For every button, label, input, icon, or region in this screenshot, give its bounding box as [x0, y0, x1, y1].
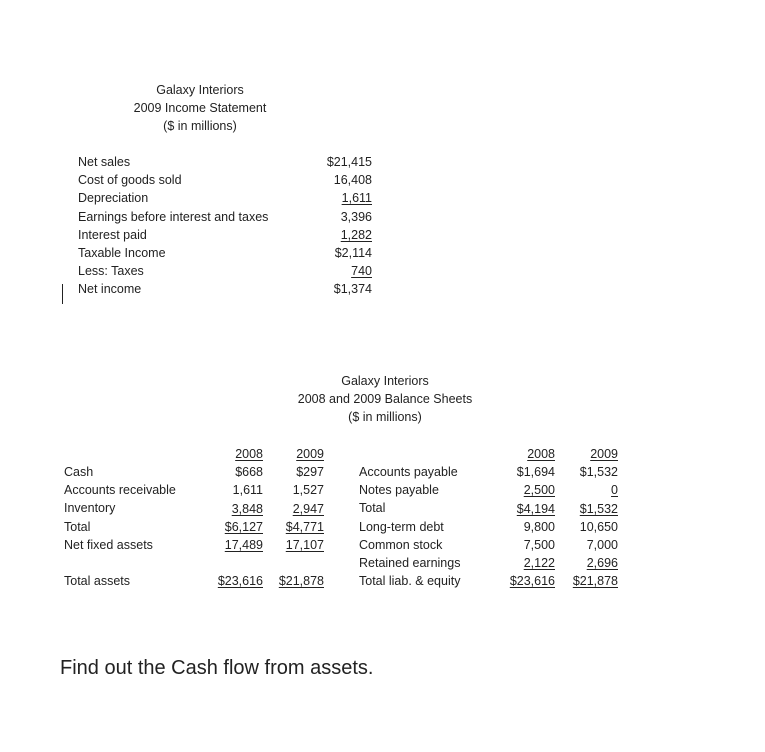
year-header-2008: 2008 — [235, 447, 263, 461]
asset-label: Cash — [64, 465, 94, 479]
is-row-label: Taxable Income — [78, 246, 166, 261]
liabilities-labels — [359, 463, 460, 590]
asset-value-2008: $6,127 — [224, 519, 263, 534]
is-row-value: 1,611 — [341, 191, 372, 206]
liability-value-2009: 0 — [611, 483, 618, 498]
asset-value-2009: 1,527 — [292, 483, 324, 498]
assets-labels — [64, 463, 176, 590]
liabilities-2008-column — [497, 445, 555, 591]
is-row-value: 16,408 — [333, 173, 372, 188]
is-row-label: Cost of goods sold — [78, 173, 182, 188]
liability-label: Long-term debt — [359, 519, 444, 534]
is-row-label: Earnings before interest and taxes — [78, 209, 269, 224]
question-text: Find out the Cash flow from assets. — [60, 657, 374, 679]
total-assets-2008: $23,616 — [217, 574, 263, 589]
asset-value-2008: $668 — [235, 465, 263, 480]
asset-label: Total — [64, 519, 91, 534]
year-header-2009: 2009 — [590, 447, 618, 461]
liability-value-2009: $1,532 — [579, 501, 618, 516]
year-header-2008: 2008 — [527, 447, 555, 461]
liability-value-2008: 7,500 — [523, 538, 555, 553]
is-row-value: $2,114 — [334, 246, 372, 261]
liability-value-2009: $1,532 — [579, 465, 618, 480]
is-row-label: Net income — [78, 282, 142, 297]
is-row-value: 1,282 — [340, 227, 372, 242]
income-statement-values — [300, 153, 372, 299]
is-row-value: $1,374 — [333, 282, 372, 297]
asset-value-2009: 2,947 — [292, 501, 324, 516]
is-row-value: $21,415 — [326, 155, 372, 169]
liability-value-2008: $1,694 — [516, 465, 555, 480]
is-row-label: Interest paid — [78, 227, 147, 242]
asset-value-2009: $297 — [296, 465, 324, 480]
liability-label: Common stock — [359, 537, 443, 552]
asset-value-2008: 3,848 — [231, 501, 263, 516]
asset-value-2009: $4,771 — [285, 519, 324, 534]
is-row-value: 3,396 — [340, 209, 372, 224]
liability-value-2008: 9,800 — [523, 519, 555, 534]
liability-value-2008: $23,616 — [509, 574, 555, 589]
liability-value-2009: $21,878 — [572, 574, 618, 589]
year-header-2009: 2009 — [296, 447, 324, 461]
is-row-label: Net sales — [78, 155, 131, 169]
asset-label: Accounts receivable — [64, 483, 176, 498]
is-title-units: ($ in millions) — [163, 119, 237, 134]
liability-label: Accounts payable — [359, 465, 458, 479]
liabilities-2009-column — [560, 445, 618, 591]
total-assets-2009: $21,878 — [278, 574, 324, 589]
is-title-company: Galaxy Interiors — [156, 83, 244, 97]
liability-label: Total — [359, 501, 386, 516]
liability-value-2009: 7,000 — [586, 538, 618, 553]
liability-value-2008: 2,500 — [523, 483, 555, 498]
bs-title-units: ($ in millions) — [348, 410, 422, 425]
asset-value-2009: 17,107 — [285, 538, 324, 553]
asset-label: Inventory — [64, 501, 116, 516]
liability-value-2008: $4,194 — [516, 501, 555, 516]
liability-label: Retained earnings — [359, 556, 461, 571]
assets-2008-column — [205, 445, 263, 591]
asset-value-2008: 1,611 — [232, 483, 263, 498]
liability-value-2009: 10,650 — [579, 519, 618, 534]
bs-title-statement: 2008 and 2009 Balance Sheets — [297, 392, 473, 407]
liability-value-2009: 2,696 — [586, 556, 618, 571]
balance-sheet-title — [280, 372, 490, 427]
is-row-label: Depreciation — [78, 191, 149, 206]
text-cursor — [62, 284, 63, 304]
asset-label: Net fixed assets — [64, 537, 153, 552]
is-title-statement: 2009 Income Statement — [133, 101, 267, 116]
liability-label: Total liab. & equity — [359, 574, 461, 589]
is-row-label: Less: Taxes — [78, 264, 144, 279]
liability-value-2008: 2,122 — [523, 556, 555, 571]
income-statement-title — [110, 81, 290, 136]
bs-title-company: Galaxy Interiors — [341, 374, 429, 388]
liability-label: Notes payable — [359, 483, 439, 498]
income-statement-labels — [78, 153, 268, 299]
total-assets-label: Total assets — [64, 574, 131, 589]
is-row-value: 740 — [351, 264, 372, 279]
asset-value-2008: 17,489 — [224, 538, 263, 553]
assets-2009-column — [266, 445, 324, 591]
